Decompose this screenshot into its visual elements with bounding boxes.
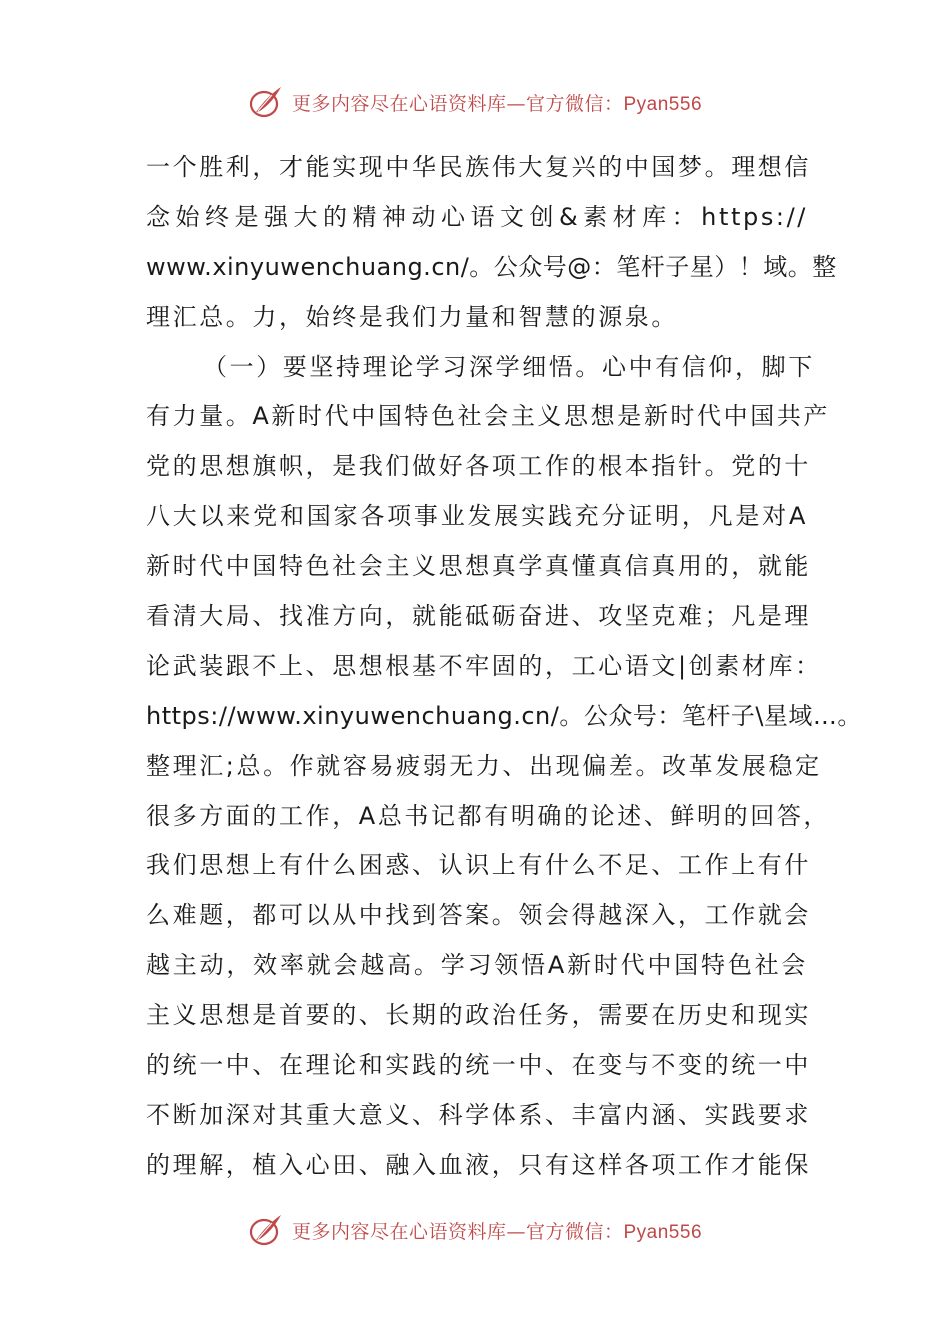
text-line-14: 很多方面的工作，A总书记都有明确的论述、鲜明的回答，	[146, 801, 831, 830]
footer-wechat-label: 官方微信：	[525, 1220, 624, 1243]
footer-separator: —	[506, 1220, 526, 1243]
quill-pen-circle-icon	[248, 84, 284, 120]
quill-pen-circle-icon	[248, 1212, 284, 1248]
text-line-12: https://www.xinyuwenchuang.cn/。公众号：笔杆子\星域…。	[146, 701, 862, 730]
text-line-11: 论武装跟不上、思想根基不牢固的，工心语文|创素材库：	[146, 651, 822, 680]
text-line-20: 不断加深对其重大意义、科学体系、丰富内涵、实践要求	[146, 1100, 811, 1129]
text-line-16: 么难题，都可以从中找到答案。领会得越深入，工作就会	[146, 901, 811, 930]
footer-wechat-id: Pyan556	[623, 1221, 703, 1243]
header-banner-text	[292, 89, 702, 116]
text-line-18: 主义思想是首要的、长期的政治任务，需要在历史和现实	[146, 1001, 811, 1030]
document-body	[146, 143, 862, 1191]
text-line-6: 有力量。A新时代中国特色社会主义思想是新时代中国共产	[146, 402, 831, 431]
text-line-17: 越主动，效率就会越高。学习领悟A新时代中国特色社会	[146, 951, 808, 980]
header-banner	[0, 82, 950, 122]
text-line-13: 整理汇;总。作就容易疲弱无力、出现偏差。改革发展稳定	[146, 751, 822, 780]
text-line-1: 一个胜利，才能实现中华民族伟大复兴的中国梦。理想信	[146, 153, 811, 181]
text-line-9: 新时代中国特色社会主义思想真学真懂真信真用的，就能	[146, 552, 811, 581]
text-line-8: 八大以来党和国家各项事业发展实践充分证明，凡是对A	[146, 502, 808, 531]
text-line-21: 的理解，植入心田、融入血液，只有这样各项工作才能保	[146, 1150, 811, 1179]
text-line-15: 我们思想上有什么困惑、认识上有什么不足、工作上有什	[146, 851, 811, 880]
text-line-2: 念始终是强大的精神动心语文创&素材库：https://	[146, 202, 808, 231]
text-line-5: （一）要坚持理论学习深学细悟。心中有信仰，脚下	[203, 352, 815, 381]
footer-banner	[0, 1210, 950, 1250]
text-line-7: 党的思想旗帜，是我们做好各项工作的根本指针。党的十	[146, 452, 811, 481]
footer-site-text: 更多内容尽在心语资料库	[291, 1220, 507, 1243]
text-line-4: 理汇总。力，始终是我们力量和智慧的源泉。	[146, 302, 678, 331]
header-wechat-label: 官方微信：	[525, 92, 624, 115]
footer-banner-text	[292, 1217, 702, 1244]
header-wechat-id: Pyan556	[623, 93, 703, 115]
header-site-text: 更多内容尽在心语资料库	[291, 92, 507, 115]
text-line-10: 看清大局、找准方向，就能砥砺奋进、攻坚克难；凡是理	[146, 602, 811, 631]
text-line-3: www.xinyuwenchuang.cn/。公众号@：笔杆子星）！域。整	[146, 252, 837, 281]
header-separator: —	[506, 92, 526, 115]
text-line-19: 的统一中、在理论和实践的统一中、在变与不变的统一中	[146, 1051, 811, 1080]
